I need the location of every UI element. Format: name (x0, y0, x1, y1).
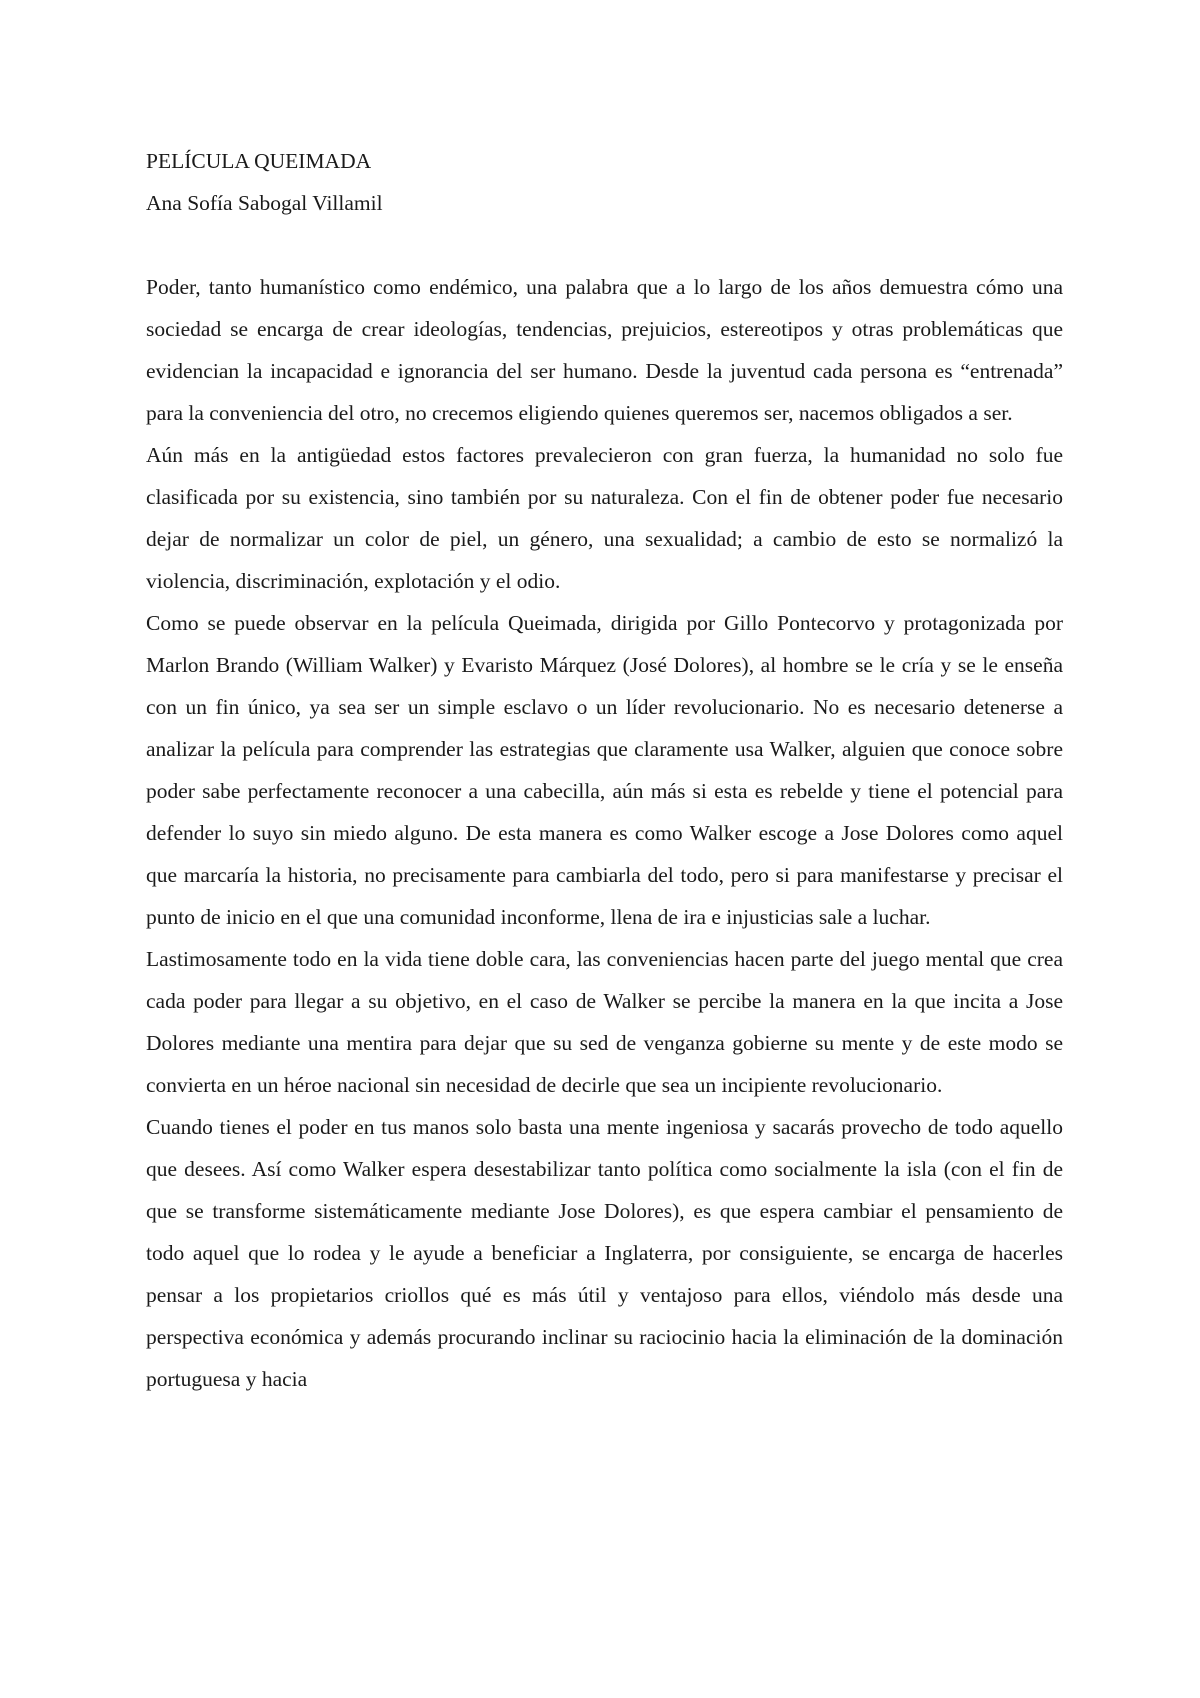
paragraph-4: Lastimosamente todo en la vida tiene doble cara, las conveniencias hacen parte del juego mental que crea cada poder para llegar a su objetivo, en el caso de Walker se percibe la manera en la que incita a Jose Dolores mediante una mentira para dejar que su sed de venganza gobierne su mente y de este modo se convierta en un héroe nacional sin necesidad de decirle que sea un incipiente revolucionario. (146, 947, 1063, 1097)
paragraph-5: Cuando tienes el poder en tus manos solo basta una mente ingeniosa y sacarás provecho de todo aquello que desees. Así como Walker espera desestabilizar tanto política como socialmente la isla (con el fin de que se transforme sistemáticamente mediante Jose Dolores), es que espera cambiar el pensamiento de todo aquel que lo rodea y le ayude a beneficiar a Inglaterra, por consiguiente, se encarga de hacerles pensar a los propietarios criollos qué es más útil y ventajoso para ellos, viéndolo más desde una perspectiva económica y además procurando inclinar su raciocinio hacia la eliminación de la dominación portuguesa y hacia (146, 1115, 1063, 1391)
document-author: Ana Sofía Sabogal Villamil (146, 191, 383, 215)
blank-line (146, 224, 1063, 266)
document-title: PELÍCULA QUEIMADA (146, 149, 372, 173)
paragraph-3: Como se puede observar en la película Queimada, dirigida por Gillo Pontecorvo y protagonizada por Marlon Brando (William Walker) y Evaristo Márquez (José Dolores), al hombre se le cría y se le enseña con un fin único, ya sea ser un simple esclavo o un líder revolucionario. No es necesario detenerse a analizar la película para comprender las estrategias que claramente usa Walker, alguien que conoce sobre poder sabe perfectamente reconocer a una cabecilla, aún más si esta es rebelde y tiene el potencial para defender lo suyo sin miedo alguno. De esta manera es como Walker escoge a Jose Dolores como aquel que marcaría la historia, no precisamente para cambiarla del todo, pero si para manifestarse y precisar el punto de inicio en el que una comunidad inconforme, llena de ira e injusticias sale a luchar. (146, 611, 1063, 929)
paragraph-1: Poder, tanto humanístico como endémico, una palabra que a lo largo de los años demuestra cómo una sociedad se encarga de crear ideologías, tendencias, prejuicios, estereotipos y otras problemáticas que evidencian la incapacidad e ignorancia del ser humano. Desde la juventud cada persona es “entrenada” para la conveniencia del otro, no crecemos eligiendo quienes queremos ser, nacemos obligados a ser. (146, 275, 1063, 425)
document-body (146, 140, 1063, 1400)
paragraph-2: Aún más en la antigüedad estos factores prevalecieron con gran fuerza, la humanidad no solo fue clasificada por su existencia, sino también por su naturaleza. Con el fin de obtener poder fue necesario dejar de normalizar un color de piel, un género, una sexualidad; a cambio de esto se normalizó la violencia, discriminación, explotación y el odio. (146, 443, 1063, 593)
